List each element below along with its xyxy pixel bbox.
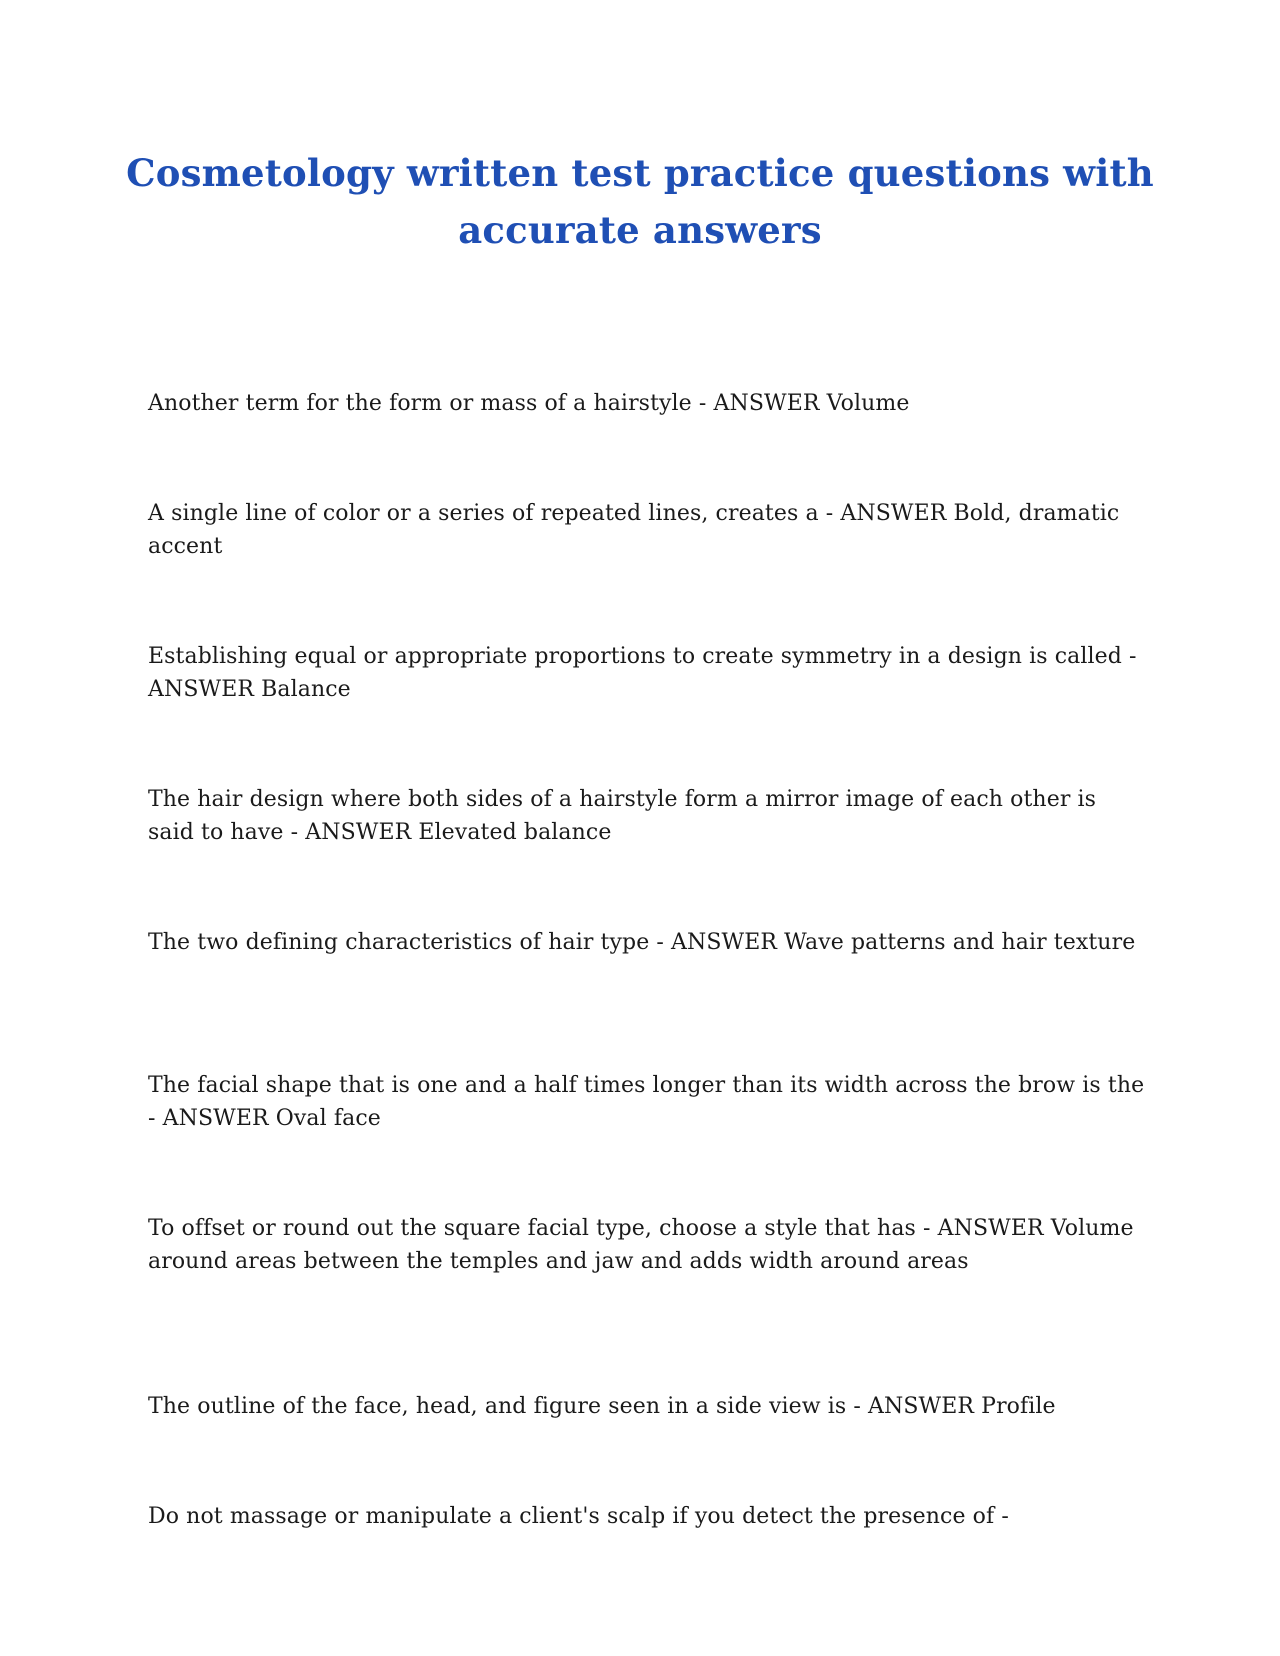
qa-item-5: The two defining characteristics of hair type - ANSWER Wave patterns and hair texture [148,930,1136,955]
qa-item-6: The facial shape that is one and a half times longer than its width across the brow is the - ANSWER Oval face [148,1073,1145,1131]
qa-item-1: Another term for the form or mass of a hairstyle - ANSWER Volume [148,391,910,416]
qa-item-9: Do not massage or manipulate a client's scalp if you detect the presence of - [148,1504,1009,1529]
document-title: Cosmetology written test practice questions with accurate answers [126,151,1154,252]
qa-item-4: The hair design where both sides of a hairstyle form a mirror image of each other is said to have - ANSWER Elevated balance [148,787,1097,845]
qa-item-2: A single line of color or a series of repeated lines, creates a - ANSWER Bold, dramatic accent [148,501,1120,559]
qa-item-3: Establishing equal or appropriate proportions to create symmetry in a design is called - ANSWER Balance [148,644,1137,702]
qa-item-8: The outline of the face, head, and figure seen in a side view is - ANSWER Profile [148,1394,1056,1419]
qa-item-7: To offset or round out the square facial type, choose a style that has - ANSWER Volume around areas between the temples and jaw and adds width around areas [148,1216,1134,1274]
